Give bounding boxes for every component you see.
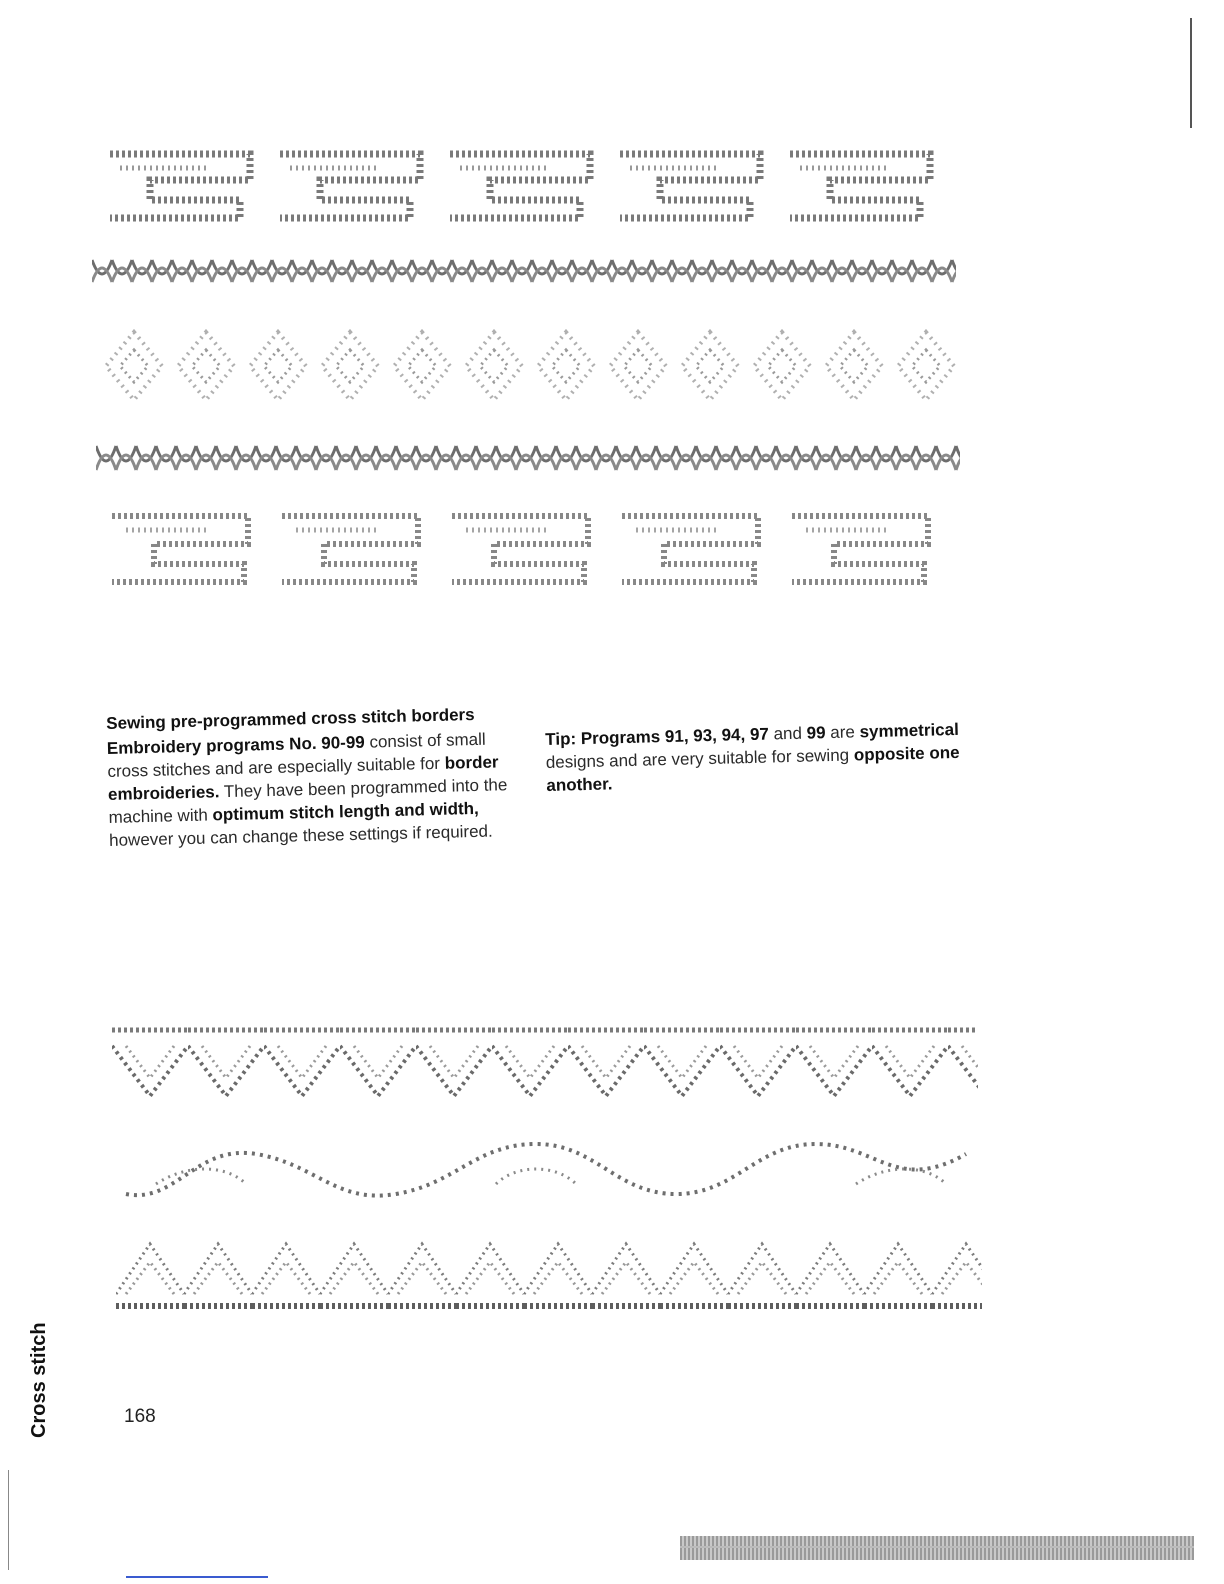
greek-key-pattern-2 — [98, 500, 960, 592]
blue-underline — [126, 1576, 268, 1578]
triangle-border-pattern — [116, 1234, 982, 1322]
diamond-motif-pattern — [98, 322, 958, 410]
tip-bold-99: 99 — [806, 723, 826, 743]
page-number: 168 — [124, 1406, 156, 1427]
embroidery-band-zigzag — [112, 1016, 978, 1112]
scroll-wave-pattern — [116, 1124, 978, 1214]
chain-pattern-2 — [96, 440, 960, 476]
scan-edge-right — [1190, 18, 1192, 128]
embroidery-band-greek-key-2 — [98, 500, 960, 592]
section-side-label: Cross stitch — [28, 1322, 50, 1438]
intro-text-2: They have been programmed into the machine with — [108, 775, 508, 827]
tip-text-2: are — [825, 722, 860, 743]
greek-key-pattern-1 — [90, 140, 960, 228]
intro-bold-programs: Embroidery programs No. 90-99 — [106, 732, 365, 758]
tip-paragraph — [545, 718, 967, 797]
intro-text-1: consist of small cross stitches and are especially suitable for — [107, 729, 486, 781]
embroidery-band-chain-2 — [96, 440, 960, 476]
embroidery-band-scroll — [116, 1124, 978, 1214]
intro-bold-border: border embroideries. — [107, 752, 499, 804]
section-heading: Sewing pre-programmed cross stitch borders — [106, 704, 475, 733]
scan-bar-bottom — [680, 1536, 1194, 1560]
intro-text-3: however you can change these settings if required. — [108, 821, 493, 850]
intro-paragraph — [107, 727, 530, 852]
zigzag-pattern — [112, 1016, 978, 1112]
intro-text-column — [106, 702, 529, 852]
scan-line-bottom — [680, 1546, 1194, 1548]
scan-edge-left — [8, 1470, 9, 1570]
tip-text-column — [545, 718, 967, 797]
intro-bold-optimum: optimum stitch length and width, — [212, 798, 479, 825]
tip-text-3: designs and are very suitable for sewing — [545, 745, 855, 772]
embroidery-band-greek-key-1 — [90, 140, 960, 228]
tip-bold-programs: Tip: Programs 91, 93, 94, 97 — [545, 724, 770, 749]
embroidery-band-diamonds — [98, 322, 958, 410]
chain-pattern-1 — [92, 254, 956, 288]
embroidery-band-chain-1 — [92, 254, 956, 288]
tip-text-1: and — [768, 723, 807, 744]
tip-bold-opposite: opposite one another. — [546, 742, 960, 795]
tip-bold-symmetrical: symmetrical — [859, 719, 960, 742]
embroidery-band-triangles — [116, 1234, 982, 1322]
